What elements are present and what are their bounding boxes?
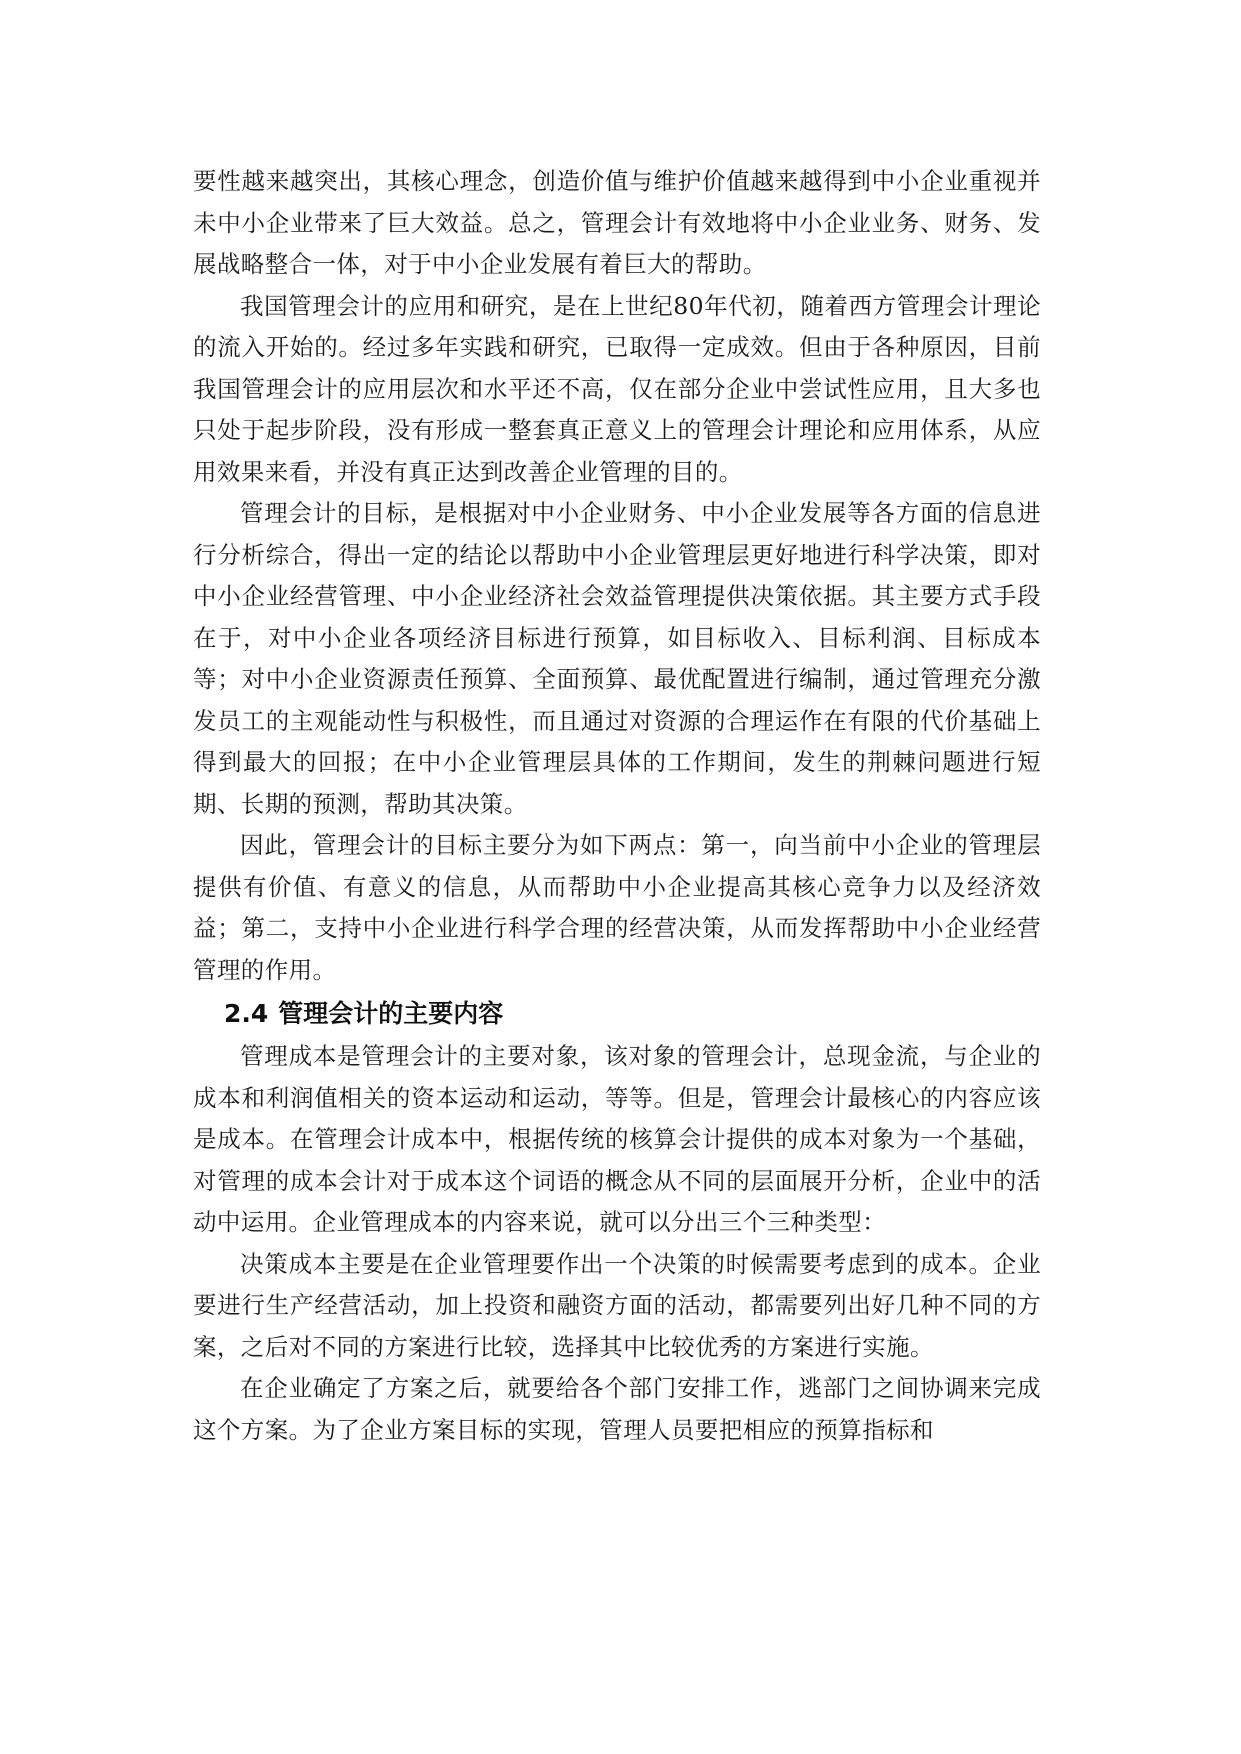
paragraph-two-points: 因此，管理会计的目标主要分为如下两点：第一，向当前中小企业的管理层提供有价值、有意义的信息，从而帮助中小企业提高其核心竞争力以及经济效益；第二，支持中小企业进行科学合理的经营决策，从而发挥帮助中小企业经营管理的作用。	[193, 831, 1041, 984]
section-number: 2.4	[224, 999, 269, 1028]
paragraph-plan-execution: 在企业确定了方案之后，就要给各个部门安排工作，逃部门之间协调来完成这个方案。为了企业方案目标的实现，管理人员要把相应的预算指标和	[193, 1374, 1041, 1444]
paragraph-decision-cost: 决策成本主要是在企业管理要作出一个决策的时候需要考虑到的成本。企业要进行生产经营活动，加上投资和融资方面的活动，都需要列出好几种不同的方案，之后对不同的方案进行比较，选择其中比较优秀的方案进行实施。	[193, 1249, 1041, 1361]
paragraph-management-cost: 管理成本是管理会计的主要对象，该对象的管理会计，总现金流，与企业的成本和利润值相关的资本运动和运动，等等。但是，管理会计最核心的内容应该是成本。在管理会计成本中，根据传统的核算会计提供的成本对象为一个基础，对管理的成本会计对于成本这个词语的概念从不同的层面展开分析，企业中的活动中运用。企业管理成本的内容来说，就可以分出三个三种类型：	[193, 1042, 1041, 1236]
document-body	[193, 161, 1041, 1451]
paragraph-continued: 要性越来越突出，其核心理念，创造价值与维护价值越来越得到中小企业重视并未中小企业带来了巨大效益。总之，管理会计有效地将中小企业业务、财务、发展战略整合一体，对于中小企业发展有着巨大的帮助。	[193, 167, 1041, 278]
paragraph-objectives: 管理会计的目标，是根据对中小企业财务、中小企业发展等各方面的信息进行分析综合，得出一定的结论以帮助中小企业管理层更好地进行科学决策，即对中小企业经营管理、中小企业经济社会效益管理提供决策依据。其主要方式手段在于，对中小企业各项经济目标进行预算，如目标收入、目标利润、目标成本等；对中小企业资源责任预算、全面预算、最优配置进行编制，通过管理充分激发员工的主观能动性与积极性，而且通过对资源的合理运作在有限的代价基础上得到最大的回报；在中小企业管理层具体的工作期间，发生的荆棘问题进行短期、长期的预测，帮助其决策。	[193, 499, 1041, 818]
paragraph-research-history: 我国管理会计的应用和研究，是在上世纪80年代初，随着西方管理会计理论的流入开始的。经过多年实践和研究，已取得一定成效。但由于各种原因，目前我国管理会计的应用层次和水平还不高，仅在部分企业中尝试性应用，且大多也只处于起步阶段，没有形成一整套真正意义上的管理会计理论和应用体系，从应用效果来看，并没有真正达到改善企业管理的目的。	[193, 291, 1041, 486]
section-heading	[193, 991, 1041, 1036]
section-title: 管理会计的主要内容	[278, 999, 504, 1028]
